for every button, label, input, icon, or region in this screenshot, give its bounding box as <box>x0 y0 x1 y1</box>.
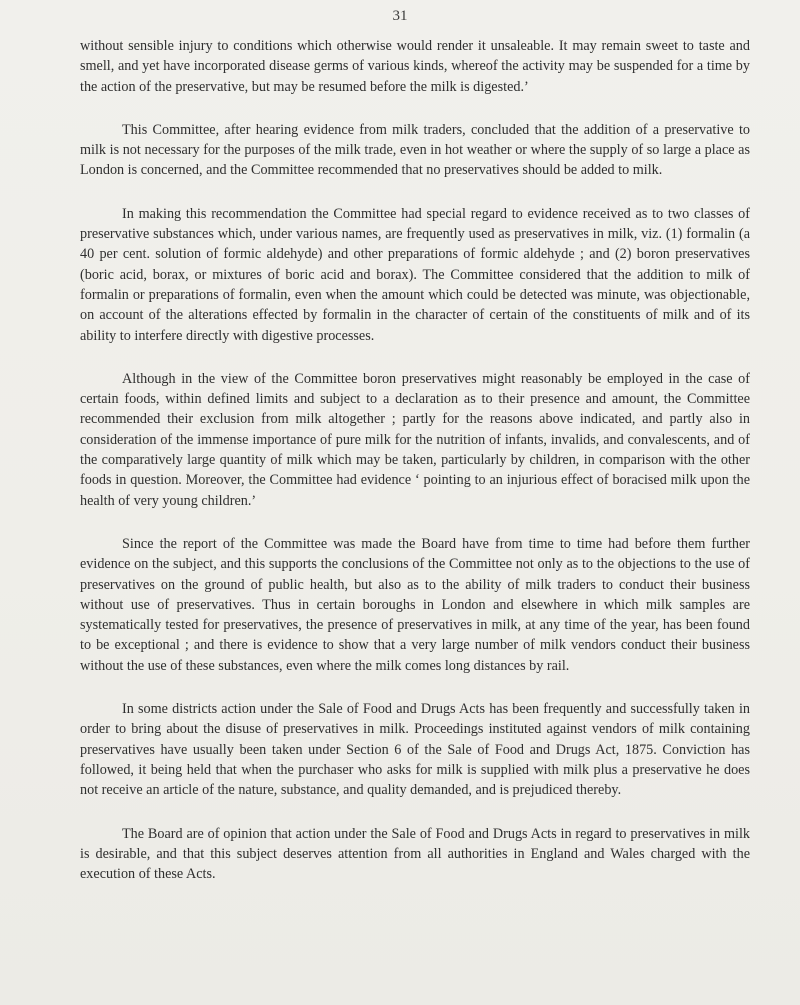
paragraph-preservative-classes: In making this recommendation the Committee had special regard to evidence received as to two classes of preservative substances which, under various names, are frequently used as preservatives in milk, viz. (1) formalin (a 40 per cent. solution of formic aldehyde) and other preparations of formic aldehyde ; and (2) boron preservatives (boric acid, borax, or mixtures of boric acid and borax). The Committee considered that the addition to milk of formalin or preparations of formalin, even when the amount which could be detected was minute, was objectionable, on account of the alterations effected by formalin in the character of certain of the constituents of milk and of its ability to interfere directly with digestive processes. <box>80 205 750 344</box>
paragraph-committee-conclusion: This Committee, after hearing evidence from milk traders, concluded that the addition of a preservative to milk is not necessary for the purposes of the milk trade, even in hot weather or where the supply of so large a place as London is concerned, and the Committee recommended that no preservatives should be added to milk. <box>80 121 750 179</box>
body-text <box>80 36 750 907</box>
paragraph-further-evidence: Since the report of the Committee was made the Board have from time to time had before them further evidence on the subject, and this supports the conclusions of the Committee not only as to the objections to the use of preservatives on the ground of public health, but also as to the ability of milk traders to conduct their business without use of preservatives. Thus in certain boroughs in London and elsewhere in which milk samples are systematically tested for preservatives, the presence of preservatives in milk, at any time of the year, has been found to be exceptional ; and there is evidence to show that a very large number of milk vendors conduct their business without the use of these substances, even where the milk comes long distances by rail. <box>80 535 750 674</box>
page-number: 31 <box>392 8 408 24</box>
paragraph-board-opinion: The Board are of opinion that action under the Sale of Food and Drugs Acts in regard to preservatives in milk is desirable, and that this subject deserves attention from all authorities in England and Wales charged with the execution of these Acts. <box>80 825 750 883</box>
paragraph-legal-action: In some districts action under the Sale of Food and Drugs Acts has been frequently and successfully taken in order to bring about the disuse of preservatives in milk. Proceedings instituted against vendors of milk containing preservatives have usually been taken under Section 6 of the Sale of Food and Drugs Act, 1875. Conviction has followed, it being held that when the purchaser who asks for milk is supplied with milk plus a preservative he does not receive an article of the nature, substance, and quality demanded, and is prejudiced thereby. <box>80 701 750 799</box>
paragraph-continuation: without sensible injury to conditions which otherwise would render it unsaleable. It may remain sweet to taste and smell, and yet have incorporated disease germs of various kinds, whereof the activity may be suspended for a time by the action of the preservative, but may be resumed before the milk is digested.’ <box>80 38 750 95</box>
paragraph-boron-preservatives: Although in the view of the Committee boron preservatives might reasonably be employed in the case of certain foods, within defined limits and subject to a declaration as to their presence and amount, the Committee recommended their exclusion from milk altogether ; partly for the reasons above indicated, and partly also in consideration of the immense importance of pure milk for the nutrition of infants, invalids, and convalescents, and of the comparatively large quantity of milk which may be taken, particularly by children, in comparison with the other foods in question. Moreover, the Committee had evidence ‘ pointing to an injurious effect of boracised milk upon the health of very young children.’ <box>80 370 750 509</box>
